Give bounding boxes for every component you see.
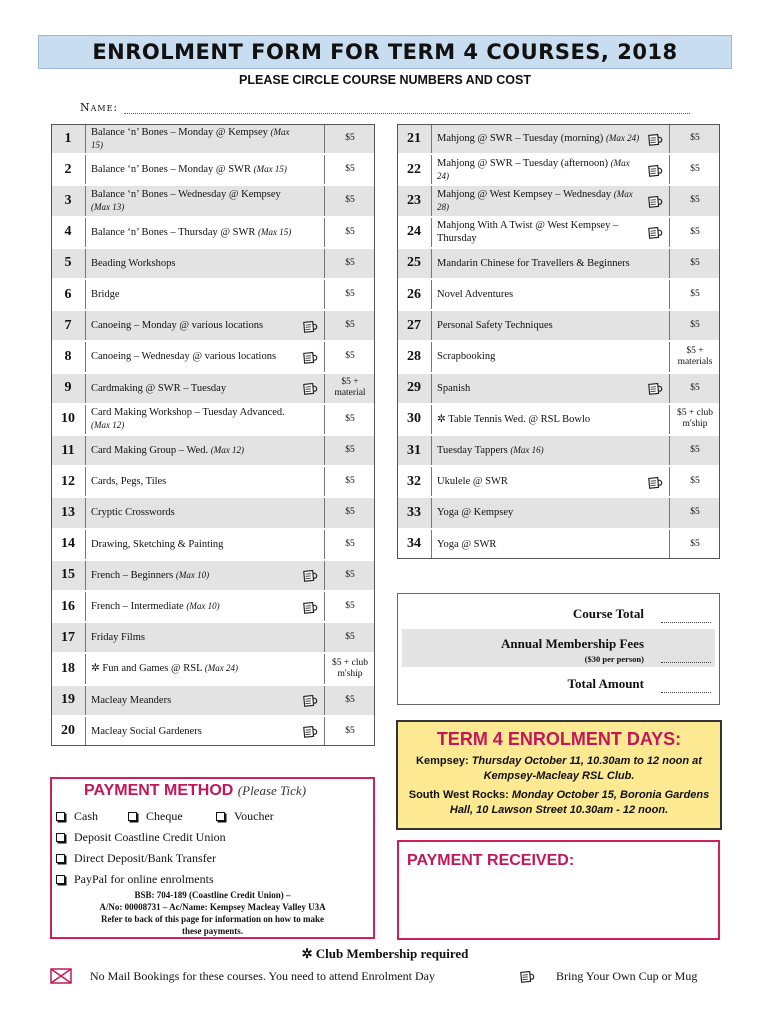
payment-method-box [50,777,375,939]
course-cost[interactable]: $5 [669,124,720,153]
course-number[interactable]: 8 [51,342,86,371]
course-number[interactable]: 32 [397,467,432,496]
course-number[interactable]: 11 [51,436,86,465]
no-mail-note: No Mail Bookings for these courses. You need to attend Enrolment Day [50,968,435,984]
course-name: Macleay Social Gardeners [91,725,202,737]
title-banner [38,35,732,69]
enrolment-title: TERM 4 ENROLMENT DAYS: [436,729,682,749]
course-cost[interactable]: $5 [324,311,375,340]
course-number[interactable]: 27 [397,311,432,340]
course-number[interactable]: 10 [51,405,86,434]
course-note: (Max 15) [91,126,290,150]
course-cost[interactable]: $5 [324,686,375,715]
course-name: Yoga @ Kempsey [437,507,514,519]
course-cost[interactable]: $5 [324,342,375,371]
course-cost[interactable]: $5 [324,561,375,590]
course-cost[interactable]: $5 [669,155,720,184]
course-cost[interactable]: $5 [324,717,375,746]
cash-option[interactable]: Cash [56,809,98,824]
course-number[interactable]: 28 [397,342,432,371]
course-total-field[interactable] [661,622,711,623]
course-cost[interactable]: $5 + club m'ship [324,654,375,683]
direct-deposit-checkbox[interactable] [56,854,65,863]
course-note: (Max 15) [253,164,287,175]
course-number[interactable]: 4 [51,218,86,247]
course-number[interactable]: 13 [51,498,86,527]
course-cost[interactable]: $5 [324,218,375,247]
voucher-option[interactable]: Voucher [216,809,274,824]
course-number[interactable]: 16 [51,592,86,621]
course-cost[interactable]: $5 + material [324,374,375,403]
name-line[interactable] [124,105,690,114]
course-number[interactable]: 22 [397,155,432,184]
deposit-checkbox[interactable] [56,833,65,842]
subtitle: PLEASE CIRCLE COURSE NUMBERS AND COST [239,73,531,87]
voucher-checkbox[interactable] [216,812,225,821]
paypal-checkbox[interactable] [56,875,65,884]
course-number[interactable]: 20 [51,717,86,746]
course-cost[interactable]: $5 [669,436,720,465]
membership-field[interactable] [661,662,711,663]
course-cost[interactable]: $5 [324,530,375,559]
course-name: ✲ Table Tennis Wed. @ RSL Bowlo [437,413,591,425]
course-name: Mandarin Chinese for Travellers & Beginners [437,257,630,269]
course-cost[interactable]: $5 [669,498,720,527]
course-name: Drawing, Sketching & Painting [91,538,224,550]
course-cost[interactable]: $5 [669,467,720,496]
course-number[interactable]: 31 [397,436,432,465]
course-cost[interactable]: $5 [669,249,720,278]
deposit-option[interactable]: Deposit Coastline Credit Union [56,830,226,845]
course-note: (Max 24) [605,133,640,144]
course-number[interactable]: 30 [397,405,432,434]
course-number[interactable]: 23 [397,186,432,215]
course-name: Friday Films [91,632,145,644]
totals-box [397,593,720,705]
cheque-option[interactable]: Cheque [128,809,183,824]
membership-note: ($30 per person) [584,654,644,664]
course-name: Tuesday Tappers (Max 16) [437,445,544,457]
course-note: (Max 24) [437,157,630,181]
name-label: Name: [80,101,119,114]
course-total-label: Course Total [572,606,644,621]
course-note: (Max 10) [175,569,210,580]
course-name: Beading Workshops [91,257,176,269]
course-number[interactable]: 18 [51,654,86,683]
course-name: Card Making Group – Wed. (Max 12) [91,445,244,457]
course-cost[interactable]: $5 [324,623,375,652]
course-number[interactable]: 7 [51,311,86,340]
envelope-crossed-icon [50,968,72,984]
total-amount-label: Total Amount [567,676,644,691]
course-list-left [51,124,375,748]
course-cost[interactable]: $5 [324,498,375,527]
club-membership-note: ✲ Club Membership required [301,946,469,961]
course-number[interactable]: 5 [51,249,86,278]
cash-checkbox[interactable] [56,812,65,821]
course-name: Yoga @ SWR [437,538,497,550]
course-cost[interactable]: $5 [669,374,720,403]
course-name: French – Beginners (Max 10) [91,569,210,581]
enrolment-kempsey: Kempsey: Thursday October 11, 10.30am to 12 noon at Kempsey-Macleay RSL Club. [416,755,702,782]
course-number[interactable]: 26 [397,280,432,309]
payment-title: PAYMENT METHOD (Please Tick) [84,782,307,799]
course-number[interactable]: 15 [51,561,86,590]
course-note: (Max 28) [437,188,633,212]
course-name: Cardmaking @ SWR – Tuesday [91,382,227,394]
mug-icon [518,968,536,984]
direct-deposit-option[interactable]: Direct Deposit/Bank Transfer [56,851,216,866]
course-cost[interactable]: $5 [669,218,720,247]
course-cost[interactable]: $5 [669,280,720,309]
course-cost[interactable]: $5 [324,249,375,278]
course-name: Mahjong With A Twist @ West Kempsey – Thursday [437,220,619,245]
course-cost[interactable]: $5 + materials [669,342,720,371]
total-amount-field[interactable] [661,692,711,693]
course-note: (Max 12) [91,420,125,431]
course-number[interactable]: 6 [51,280,86,309]
course-note: (Max 10) [186,601,220,612]
course-cost[interactable]: $5 [324,405,375,434]
course-note: (Max 16) [510,445,544,456]
course-number[interactable]: 9 [51,374,86,403]
course-number[interactable]: 1 [51,124,86,153]
course-name: Scrapbooking [437,351,496,363]
course-cost[interactable]: $5 [324,592,375,621]
page-title: ENROLMENT FORM FOR TERM 4 COURSES, 2018 [92,40,678,64]
course-name: Macleay Meanders [91,694,172,706]
course-cost[interactable]: $5 [324,436,375,465]
course-note: (Max 24) [204,663,238,674]
course-name: Cards, Pegs, Tiles [91,476,167,488]
course-cost[interactable]: $5 [669,311,720,340]
membership-label: Annual Membership Fees [501,636,644,651]
course-name: French – Intermediate (Max 10) [91,601,220,613]
course-number[interactable]: 12 [51,467,86,496]
course-table-border [51,124,375,746]
course-name: Balance ‘n’ Bones – Thursday @ SWR (Max 15) [91,226,292,238]
name-field[interactable] [80,101,690,114]
course-name: Card Making Workshop – Tuesday Advanced. (Max 12) [91,407,285,431]
course-cost[interactable]: $5 [324,186,375,215]
course-number[interactable]: 24 [397,218,432,247]
course-number[interactable]: 17 [51,623,86,652]
course-note: (Max 12) [210,445,244,456]
cheque-checkbox[interactable] [128,812,137,821]
course-number[interactable]: 2 [51,155,86,184]
cup-note: Bring Your Own Cup or Mug [518,968,697,984]
course-number[interactable]: 3 [51,186,86,215]
course-number[interactable]: 34 [397,530,432,559]
enrolment-days-box [396,720,722,830]
course-cost[interactable]: $5 + club m'ship [669,405,720,434]
course-name: Bridge [91,289,120,301]
course-name: Personal Safety Techniques [437,320,553,332]
course-number[interactable]: 25 [397,249,432,278]
course-name: Balance ‘n’ Bones – Monday @ Kempsey (Max 15) [91,126,290,150]
course-name: ✲ Fun and Games @ RSL (Max 24) [91,663,238,675]
course-name: Novel Adventures [437,289,514,301]
payment-note: BSB: 704-189 (Coastline Credit Union) – A/No: 00008731 – Ac/Name: Kempsey Macleay Valley U3A Refer to back of this page for information on how to make these payments. [99,890,326,936]
course-name: Mahjong @ SWR – Tuesday (afternoon) (Max 24) [437,157,630,181]
course-name: Canoeing – Monday @ various locations [91,320,264,332]
course-cost[interactable]: $5 [324,155,375,184]
course-cost[interactable]: $5 [669,186,720,215]
course-name: Ukulele @ SWR [437,476,508,488]
payment-received-box [397,840,720,940]
course-number[interactable]: 29 [397,374,432,403]
course-note: (Max 15) [258,226,292,237]
course-name: Mahjong @ SWR – Tuesday (morning) (Max 24) [437,133,640,145]
course-cost[interactable]: $5 [324,124,375,153]
course-name: Spanish [437,382,471,394]
course-cost[interactable]: $5 [324,467,375,496]
payment-received-title: PAYMENT RECEIVED: [407,852,575,869]
course-cost[interactable]: $5 [669,530,720,559]
course-name: Mahjong @ West Kempsey – Wednesday (Max 28) [437,188,633,212]
paypal-option[interactable]: PayPal for online enrolments [56,872,214,887]
course-name: Cryptic Crosswords [91,507,175,519]
course-name: Balance ‘n’ Bones – Wednesday @ Kempsey (Max 13) [91,188,281,212]
course-name: Balance ‘n’ Bones – Monday @ SWR (Max 15) [91,164,287,176]
course-number[interactable]: 33 [397,498,432,527]
course-cost[interactable]: $5 [324,280,375,309]
enrolment-swr: South West Rocks: Monday October 15, Boronia Gardens Hall, 10 Lawson Street 10.30am - 12 noon. [408,789,710,816]
course-note: (Max 13) [91,201,125,212]
course-number[interactable]: 14 [51,530,86,559]
course-table-border [397,124,720,559]
course-number[interactable]: 21 [397,124,432,153]
course-name: Canoeing – Wednesday @ various locations [91,351,277,363]
course-list-right [397,124,720,561]
course-number[interactable]: 19 [51,686,86,715]
